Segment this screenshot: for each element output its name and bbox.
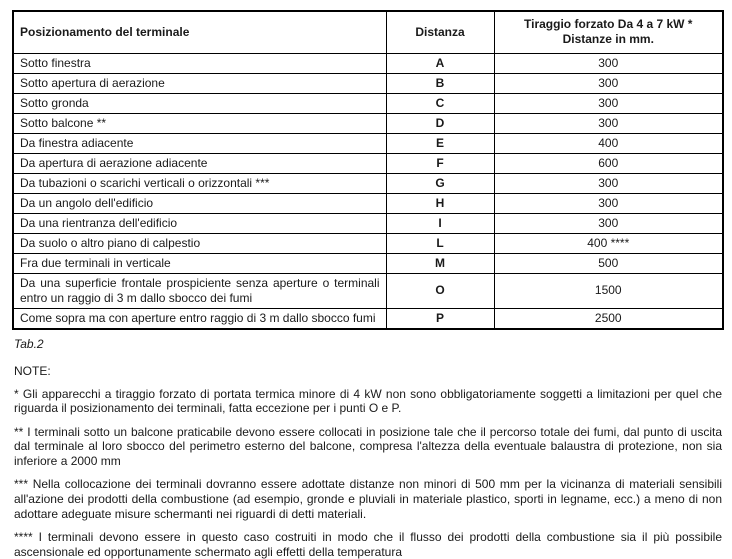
table-row [13,93,723,113]
table-row [13,213,723,233]
note-paragraph-2: ** I terminali sotto un balcone praticabile devono essere collocati in posizione tale che il percorso totale dei fumi, dal punto di uscita dal terminale al loro sbocco del perimetro esterno del balcone, compresa l'altezza della eventuale balaustra di protezione, non sia inferiore a 2000 mm [14,424,722,468]
table-row [13,133,723,153]
row-label-cell: Sotto gronda [13,93,386,113]
row-label-cell: Da un angolo dell'edificio [13,193,386,213]
table-row [13,308,723,329]
header-posizionamento: Posizionamento del terminale [13,11,386,53]
note-paragraph-3: *** Nella collocazione dei terminali dovranno essere adottate distanze non minori di 500 mm per la vicinanza di materiali sensibili all'azione dei prodotti della combustione (ad esempio, gronde e pluviali in materiale plastico, sporti in legname, ecc.) a meno di non adottare adeguate misure schermanti nei riguardi di detti materiali. [14,477,722,521]
distance-value-cell: 400 [494,133,723,153]
header-distanza: Distanza [386,11,494,53]
row-label-cell: Sotto balcone ** [13,113,386,133]
distance-code-cell: B [386,73,494,93]
distance-value-cell: 2500 [494,308,723,329]
notes-heading: NOTE: [14,363,51,378]
distance-code-cell: H [386,193,494,213]
distance-code-cell: A [386,53,494,73]
header-tiraggio-line2: Distanze in mm. [562,32,654,47]
row-label-cell: Da tubazioni o scarichi verticali o orizzontali *** [13,173,386,193]
table-row [13,173,723,193]
distance-value-cell: 300 [494,93,723,113]
header-tiraggio-forzato [494,11,723,53]
table-row [13,73,723,93]
distance-code-cell: L [386,233,494,253]
distance-value-cell: 400 **** [494,233,723,253]
distance-value-cell: 600 [494,153,723,173]
table-row [13,233,723,253]
distance-code-cell: E [386,133,494,153]
distance-value-cell: 300 [494,53,723,73]
distance-code-cell: P [386,308,494,329]
table-row [13,253,723,273]
row-label-cell: Come sopra ma con aperture entro raggio di 3 m dallo sbocco fumi [13,308,386,329]
distance-code-cell: I [386,213,494,233]
distance-value-cell: 300 [494,113,723,133]
distance-code-cell: G [386,173,494,193]
distance-value-cell: 300 [494,173,723,193]
header-tiraggio-line1: Tiraggio forzato Da 4 a 7 kW * [524,17,693,32]
distance-code-cell: O [386,273,494,308]
distance-code-cell: C [386,93,494,113]
row-label-cell: Da finestra adiacente [13,133,386,153]
distance-code-cell: F [386,153,494,173]
table-caption: Tab.2 [14,336,44,351]
table-row [13,53,723,73]
distance-value-cell: 300 [494,213,723,233]
distance-code-cell: M [386,253,494,273]
table-header-row [13,11,723,53]
distance-value-cell: 300 [494,73,723,93]
table-row [13,153,723,173]
row-label-cell: Fra due terminali in verticale [13,253,386,273]
row-label-cell: Da una superficie frontale prospiciente senza aperture o terminali entro un raggio di 3 m dallo sbocco dei fumi [13,273,386,308]
table-row [13,193,723,213]
row-label-cell: Da apertura di aerazione adiacente [13,153,386,173]
terminal-positioning-table [12,10,724,330]
row-label-cell: Sotto apertura di aerazione [13,73,386,93]
distance-value-cell: 1500 [494,273,723,308]
distance-code-cell: D [386,113,494,133]
table-row [13,113,723,133]
row-label-cell: Da suolo o altro piano di calpestio [13,233,386,253]
distance-value-cell: 300 [494,193,723,213]
note-paragraph-1: * Gli apparecchi a tiraggio forzato di portata termica minore di 4 kW non sono obbligatoriamente soggetti a limitazioni per quel che riguarda il posizionamento dei terminali, fatta eccezione per i punti O e P. [14,386,722,416]
table-row [13,273,723,308]
row-label-cell: Sotto finestra [13,53,386,73]
note-paragraph-4: **** I terminali devono essere in questo caso costruiti in modo che il flusso dei prodotti della combustione sia il più possibile ascensionale ed opportunamente schermato agli effetti della temperatura [14,530,722,559]
row-label-cell: Da una rientranza dell'edificio [13,213,386,233]
distance-value-cell: 500 [494,253,723,273]
